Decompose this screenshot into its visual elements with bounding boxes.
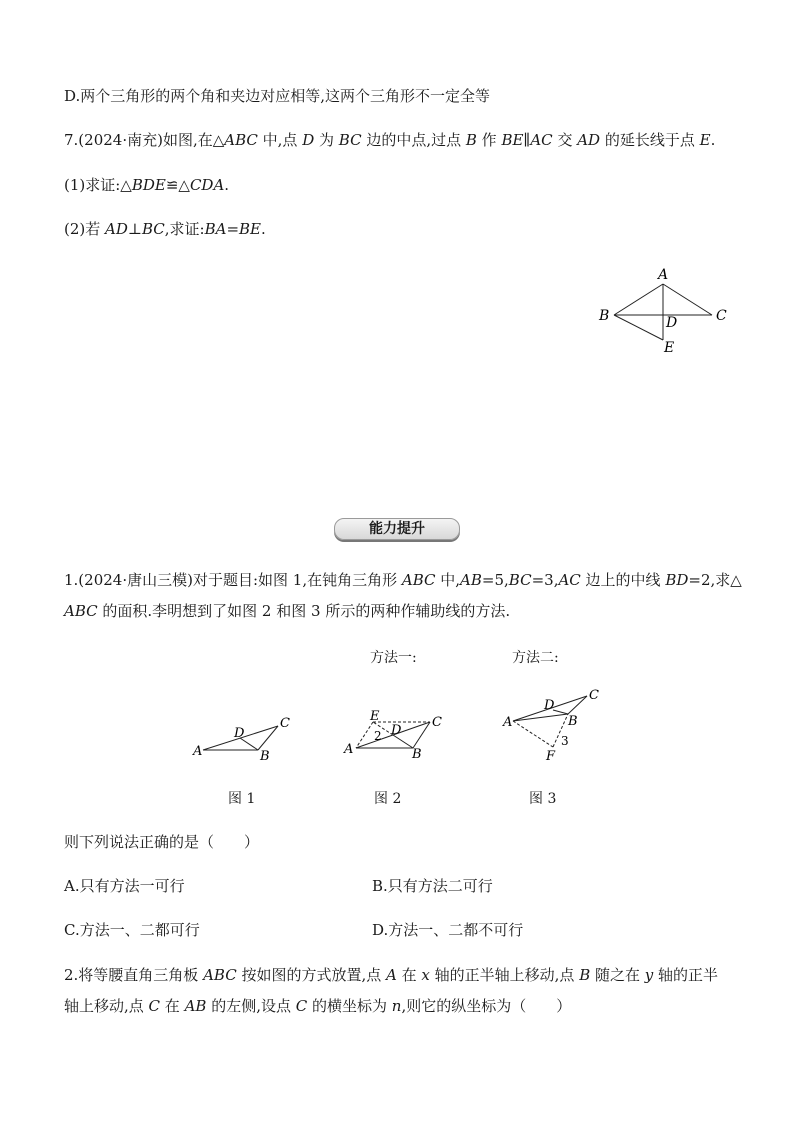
fig2-label-c: C (432, 715, 442, 730)
q7-label-c: C (716, 308, 727, 324)
fig2-label-b: B (412, 747, 422, 762)
fig3-caption: 图 3 (529, 791, 557, 807)
p1-option-b: B.只有方法二可行 (372, 877, 493, 895)
p1-option-d: D.方法一、二都不可行 (372, 921, 524, 939)
p2-stem-line1: 2.将等腰直角三角板 ABC 按如图的方式放置,点 A 在 x 轴的正半轴上移动,点 B 随之在 y 轴的正半 (64, 966, 719, 984)
fig2-label-a: A (344, 742, 354, 757)
q7-part1: (1)求证:△BDE≌△CDA. (64, 176, 230, 194)
q7-label-b: B (599, 308, 610, 324)
p2-stem-line2: 轴上移动,点 C 在 AB 的左侧,设点 C 的横坐标为 n,则它的纵坐标为（ ） (64, 997, 572, 1015)
fig2-label-2: 2 (374, 729, 382, 743)
section-title: 能力提升 (334, 518, 460, 540)
figure-1 (190, 712, 300, 762)
fig2-caption: 图 2 (374, 791, 402, 807)
q7-label-a: A (658, 267, 669, 283)
q7-part2: (2)若 AD⊥BC,求证:BA=BE. (64, 220, 266, 238)
method2-label: 方法二: (512, 650, 559, 666)
fig1-label-a: A (193, 744, 203, 759)
p1-option-c: C.方法一、二都可行 (64, 921, 200, 939)
fig3-label-3: 3 (561, 734, 569, 748)
fig1-label-d: D (234, 726, 245, 741)
fig3-label-f: F (546, 749, 556, 764)
figure-2 (340, 708, 455, 763)
fig2-label-d: D (391, 723, 402, 738)
figure-3 (498, 684, 613, 766)
method1-label: 方法一: (370, 650, 417, 666)
q7-figure (594, 262, 734, 357)
prev-option-d: D.两个三角形的两个角和夹边对应相等,这两个三角形不一定全等 (64, 87, 491, 105)
p1-stem-line2: ABC 的面积.李明想到了如图 2 和图 3 所示的两种作辅助线的方法. (64, 602, 511, 620)
fig2-label-e: E (370, 709, 380, 724)
q7-label-e: E (664, 340, 675, 356)
fig3-label-d: D (544, 698, 555, 713)
q7-stem: 7.(2024·南充)如图,在△ABC 中,点 D 为 BC 边的中点,过点 B 作 BE∥AC 交 AD 的延长线于点 E. (64, 131, 716, 149)
fig3-label-a: A (503, 715, 513, 730)
fig1-label-b: B (260, 749, 270, 762)
q7-label-d: D (666, 315, 678, 331)
fig3-label-c: C (589, 688, 599, 703)
fig1-label-c: C (280, 716, 290, 731)
p1-question: 则下列说法正确的是（ ） (64, 833, 260, 851)
p1-stem-line1: 1.(2024·唐山三模)对于题目:如图 1,在钝角三角形 ABC 中,AB=5,BC=3,AC 边上的中线 BD=2,求△ (64, 571, 742, 589)
fig3-label-b: B (568, 714, 578, 729)
p1-option-a: A.只有方法一可行 (64, 877, 185, 895)
fig1-caption: 图 1 (228, 791, 256, 807)
